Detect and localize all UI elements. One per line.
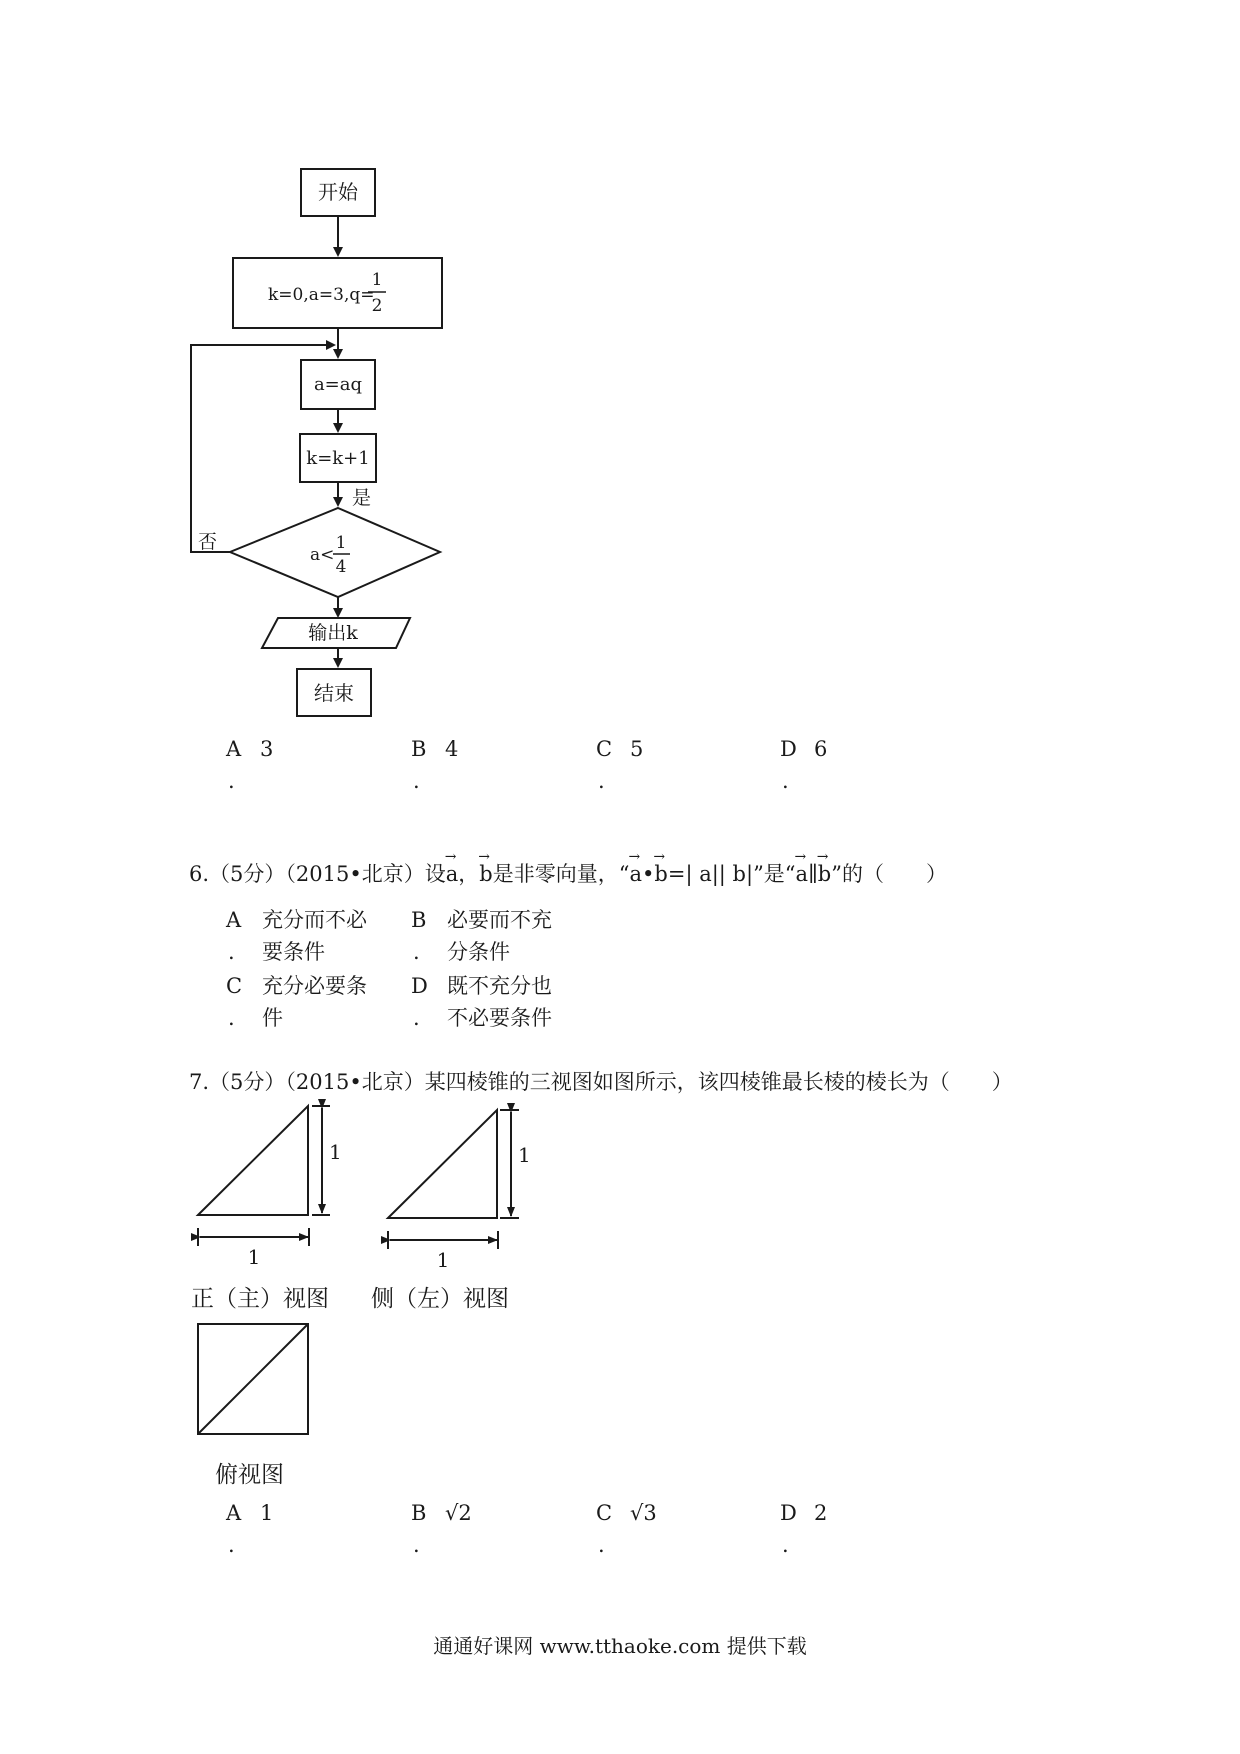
q7-option-b: B √2 . bbox=[411, 1501, 472, 1557]
q7-option-d: D 2 . bbox=[780, 1501, 828, 1557]
q6-option-a: A . 充分而不必要条件 bbox=[226, 908, 367, 964]
q6-option-b: B . 必要而不充分条件 bbox=[411, 908, 552, 964]
front-view-caption: 正（主）视图 bbox=[191, 1286, 329, 1312]
init-frac-den: 2 bbox=[371, 296, 383, 316]
flowchart bbox=[0, 0, 1240, 740]
q6-option-d: D . 既不充分也不必要条件 bbox=[411, 974, 552, 1030]
cond-frac-den: 4 bbox=[335, 557, 347, 577]
top-view-caption: 俯视图 bbox=[215, 1462, 284, 1488]
no-label: 否 bbox=[198, 531, 218, 553]
q5-option-b: B 4 . bbox=[411, 737, 459, 793]
output-label: 输出k bbox=[308, 622, 358, 644]
q5-option-c: C 5 . bbox=[596, 737, 644, 793]
q5-option-d: D 6 . bbox=[780, 737, 828, 793]
footer-credit: 通通好课网 www.tthaoke.com 提供下载 bbox=[433, 1634, 807, 1658]
side-view-caption: 侧（左）视图 bbox=[371, 1286, 509, 1312]
step1-label: a=aq bbox=[313, 374, 363, 395]
q5-option-a: A 3 . bbox=[226, 737, 274, 793]
q6-option-c: C . 充分必要条件 bbox=[226, 974, 367, 1030]
yes-label: 是 bbox=[352, 487, 372, 509]
end-label: 结束 bbox=[314, 681, 354, 705]
question-7-stem: 7.（5分）（2015•北京）某四棱锥的三视图如图所示，该四棱锥最长棱的棱长为（ ） bbox=[189, 1070, 1013, 1094]
side-width-label: 1 bbox=[436, 1248, 450, 1272]
init-label: k=0,a=3,q= bbox=[268, 285, 375, 305]
question-6-stem: 6.（5分）（2015•北京）设→ a，→ b是非零向量，“→ a•→ b=| a|| b|”是“→ a∥→ b”的（ ） bbox=[189, 858, 947, 888]
cond-frac-num: 1 bbox=[335, 533, 347, 553]
side-height-label: 1 bbox=[518, 1143, 531, 1167]
front-width-label: 1 bbox=[247, 1245, 261, 1269]
init-frac-num: 1 bbox=[371, 270, 383, 290]
start-label: 开始 bbox=[318, 180, 358, 204]
side-view-triangle bbox=[388, 1110, 497, 1218]
front-height-label: 1 bbox=[329, 1140, 342, 1164]
condition-label: a< bbox=[310, 545, 335, 565]
front-view-triangle bbox=[198, 1106, 308, 1215]
step2-label: k=k+1 bbox=[306, 448, 370, 469]
q7-option-a: A 1 . bbox=[226, 1501, 274, 1557]
q7-option-c: C √3 . bbox=[596, 1501, 657, 1557]
